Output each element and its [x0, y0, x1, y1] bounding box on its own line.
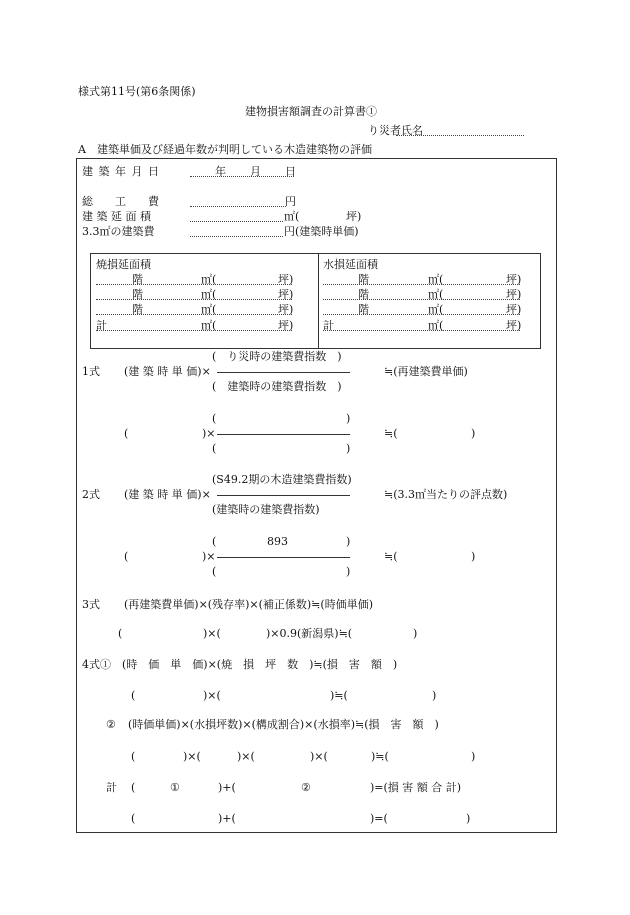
- area-box-divider: [318, 253, 319, 349]
- f2b-fraction-bar: [217, 557, 350, 558]
- burn-floor-2: 階: [132, 288, 143, 301]
- section-a-heading: A 建築単価及び経過年数が判明している木造建築物の評価: [78, 143, 372, 156]
- total-eq: )=(損 害 額 合 計): [370, 781, 462, 794]
- total-open: (: [131, 781, 136, 794]
- formula4-sub-label: ②: [106, 718, 116, 731]
- formula3-text: (再建築費単価)×(残存率)×(補正係数)≒(時価単価): [124, 598, 373, 611]
- total-cost-field[interactable]: [190, 206, 286, 207]
- water-m2-1: ㎡(: [428, 273, 444, 286]
- f4c-x3: )×(: [310, 750, 328, 763]
- tsubo-unit: 坪): [346, 210, 362, 223]
- formula2-left: (建 築 時 単 価)×: [124, 488, 211, 501]
- formula3-label: 3式: [82, 598, 100, 611]
- f1b-fraction-bar: [217, 434, 350, 435]
- formula1-result: ≒(再建築費単価): [384, 365, 468, 378]
- victim-name-field[interactable]: [396, 135, 524, 136]
- burn-m2-total: ㎡(: [201, 319, 217, 332]
- floor-area-field[interactable]: [190, 221, 283, 222]
- water-row-1-field[interactable]: [323, 284, 520, 285]
- m2-unit: ㎡(: [284, 210, 300, 223]
- total-b-eq: )=(: [370, 812, 388, 825]
- f1b-num-close: ): [346, 412, 351, 425]
- f3b-mid2: )×0.9(新潟県)≒(: [266, 627, 353, 640]
- f1b-den-close: ): [346, 442, 351, 455]
- f4c-close: ): [471, 750, 476, 763]
- build-date-label: 建 築 年 月 日: [82, 165, 160, 178]
- f1b-left-open: (: [124, 427, 129, 440]
- burn-tsubo-total: 坪): [278, 319, 294, 332]
- month-unit: 月: [250, 165, 261, 178]
- f1b-num-open: (: [212, 412, 217, 425]
- burn-row-2-field[interactable]: [96, 299, 292, 300]
- build-date-field[interactable]: [190, 176, 294, 177]
- f4c-x1: )×(: [183, 750, 201, 763]
- form-number: 様式第11号(第6条関係): [78, 85, 196, 98]
- water-total-label: 計: [323, 319, 334, 332]
- formula2-fraction-bar: [217, 495, 350, 496]
- total-b-open: (: [131, 812, 136, 825]
- water-floor-3: 階: [358, 303, 369, 316]
- burn-floor-3: 階: [132, 303, 143, 316]
- water-m2-total: ㎡(: [428, 319, 444, 332]
- formula2-denominator: (建築時の建築費指数): [212, 503, 320, 516]
- f2b-den-open: (: [212, 565, 217, 578]
- total-plus: )+(: [218, 781, 236, 794]
- f2b-den-close: ): [346, 565, 351, 578]
- formula2-numerator: (S49.2期の木造建築費指数): [212, 473, 352, 486]
- f1b-left-close: )×: [202, 427, 216, 440]
- f4b-open: (: [131, 689, 136, 702]
- water-row-2-field[interactable]: [323, 299, 520, 300]
- f2b-num-value: 893: [267, 535, 288, 548]
- burn-m2-1: ㎡(: [201, 273, 217, 286]
- f2b-res-open: ≒(: [384, 550, 398, 563]
- water-floor-1: 階: [358, 273, 369, 286]
- water-m2-3: ㎡(: [428, 303, 444, 316]
- area-box: [90, 253, 541, 349]
- f4b-mid: )×(: [203, 689, 221, 702]
- burn-row-3-field[interactable]: [96, 314, 292, 315]
- f4c-eq: )≒(: [371, 750, 389, 763]
- burn-area-title: 焼損延面積: [96, 258, 151, 271]
- year-unit: 年: [215, 165, 226, 178]
- page-title: 建物損害額調査の計算書①: [245, 105, 377, 118]
- total-b-close: ): [466, 812, 471, 825]
- yen-unit: 円: [285, 195, 296, 208]
- water-row-3-field[interactable]: [323, 314, 520, 315]
- total-label: 計: [106, 781, 117, 794]
- water-tsubo-3: 坪): [506, 303, 522, 316]
- burn-floor-1: 階: [132, 273, 143, 286]
- victim-name-label: り災者氏名: [368, 124, 423, 137]
- f3b-mid1: )×(: [203, 627, 221, 640]
- total-circle-1: ①: [170, 781, 180, 794]
- f1b-res-close: ): [471, 427, 476, 440]
- f1b-den-open: (: [212, 442, 217, 455]
- formula1-numerator: ( り災時の建築費指数 ): [212, 350, 342, 363]
- water-floor-2: 階: [358, 288, 369, 301]
- formula1-fraction-bar: [217, 372, 350, 373]
- f4b-mid2: )≒(: [330, 689, 348, 702]
- burn-m2-2: ㎡(: [201, 288, 217, 301]
- formula4-label: 4式①: [82, 658, 111, 671]
- water-tsubo-1: 坪): [506, 273, 522, 286]
- total-b-plus: )+(: [218, 812, 236, 825]
- water-m2-2: ㎡(: [428, 288, 444, 301]
- f3b-open: (: [118, 627, 123, 640]
- cost-per-33m2-label: 3.3㎡の建築費: [82, 225, 155, 238]
- formula1-denominator: ( 建築時の建築費指数 ): [212, 380, 342, 393]
- formula1-left: (建 築 時 単 価)×: [124, 365, 211, 378]
- f2b-left-open: (: [124, 550, 129, 563]
- f4c-open: (: [131, 750, 136, 763]
- water-tsubo-2: 坪): [506, 288, 522, 301]
- cost-per-33m2-field[interactable]: [190, 236, 283, 237]
- formula2-result: ≒(3.3㎡当たりの評点数): [384, 488, 508, 501]
- total-circle-2: ②: [301, 781, 311, 794]
- burn-total-label: 計: [96, 319, 107, 332]
- day-unit: 日: [285, 165, 296, 178]
- f3b-close: ): [413, 627, 418, 640]
- f1b-res-open: ≒(: [384, 427, 398, 440]
- f2b-num-open: (: [212, 535, 217, 548]
- formula4-text: (時 価 単 価)×(焼 損 坪 数 )≒(損 害 額 ): [122, 658, 398, 671]
- floor-area-label: 建 築 延 面 積: [82, 210, 151, 223]
- f4c-x2: )×(: [237, 750, 255, 763]
- f4b-close: ): [432, 689, 437, 702]
- burn-tsubo-1: 坪): [278, 273, 294, 286]
- water-area-title: 水損延面積: [323, 258, 378, 271]
- burn-total-field[interactable]: [96, 330, 292, 331]
- unit-price-unit: 円(建築時単価): [284, 225, 359, 238]
- f2b-res-close: ): [471, 550, 476, 563]
- burn-tsubo-3: 坪): [278, 303, 294, 316]
- water-tsubo-total: 坪): [506, 319, 522, 332]
- formula2-label: 2式: [82, 488, 100, 501]
- burn-row-1-field[interactable]: [96, 284, 292, 285]
- formula4-text2: (時価単価)×(水損坪数)×(構成割合)×(水損率)≒(損 害 額 ): [128, 718, 439, 731]
- burn-tsubo-2: 坪): [278, 288, 294, 301]
- f2b-left-close: )×: [202, 550, 216, 563]
- f2b-num-close: ): [346, 535, 351, 548]
- formula1-label: 1式: [82, 365, 100, 378]
- water-total-field[interactable]: [323, 330, 520, 331]
- total-cost-label: 総 工 費: [82, 195, 159, 208]
- burn-m2-3: ㎡(: [201, 303, 217, 316]
